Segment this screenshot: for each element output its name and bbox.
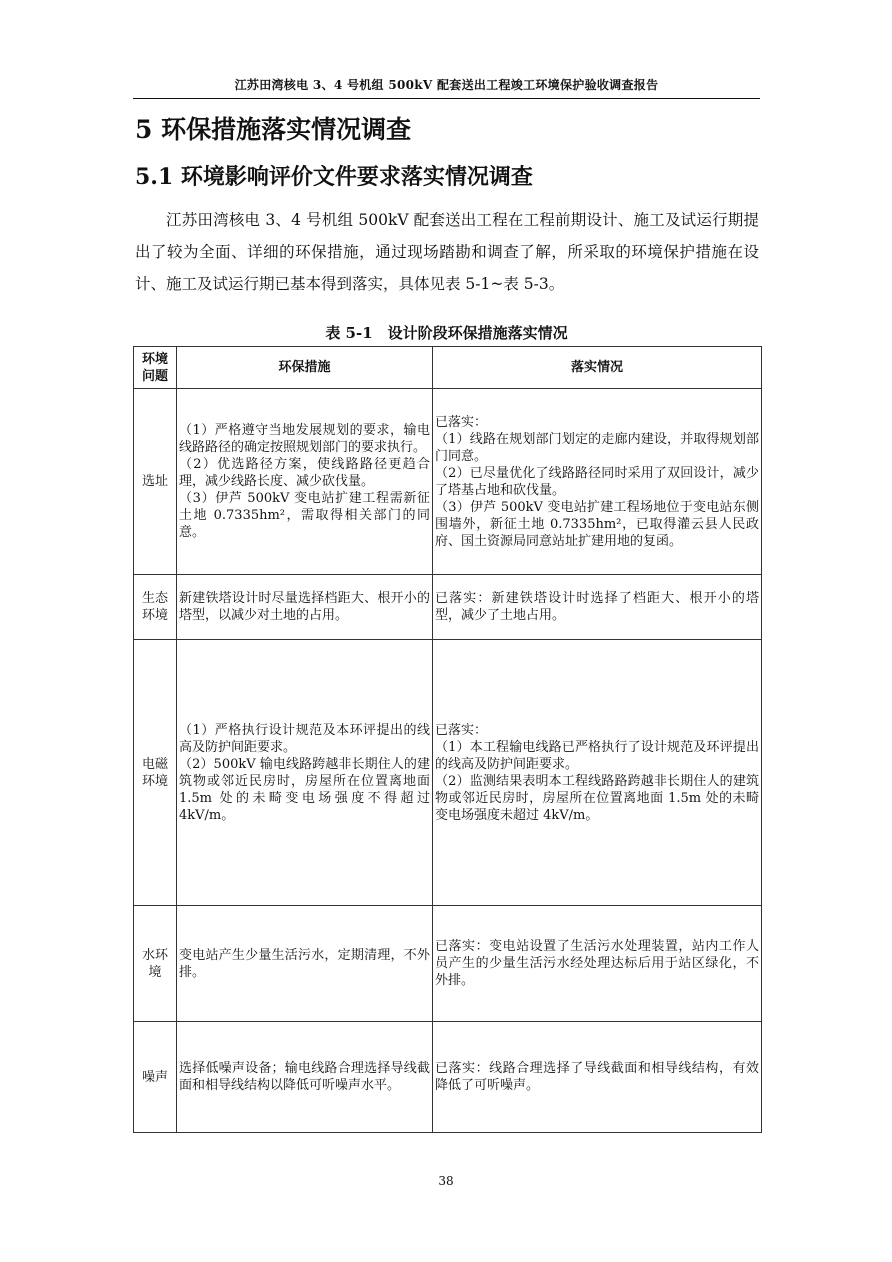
status-line: 已落实： [435,722,488,738]
table-row [134,640,762,906]
table-row [134,1022,762,1133]
status-line: （2）监测结果表明本工程线路路跨越非长期住人的建筑物或邻近民房时，房屋所在位置离地面 1.5m 处的未畸变电场强度未超过 4kV/m。 [435,773,759,823]
section-title: 5 环保措施落实情况调查 [135,115,412,144]
status-line: （1）本工程输电线路已严格执行了设计规范及环评提出的线高及防护间距要求。 [435,739,759,772]
status-cell [433,389,762,575]
header-status: 落实情况 [433,347,762,389]
status-line: （1）线路在规划部门划定的走廊内建设，并取得规划部门同意。 [435,431,759,464]
measure-line: （3）伊芦 500kV 变电站扩建工程需新征土地 0.7335hm²，需取得相关部门的同意。 [179,491,430,540]
issue-cell: 水环境 [134,906,177,1022]
status-line: （2）已尽量优化了线路路径同时采用了双回设计，减少了塔基占地和砍伐量。 [435,465,759,498]
issue-cell: 噪声 [134,1022,177,1133]
measure-cell [177,575,433,640]
table-caption: 表 5-1 设计阶段环保措施落实情况 [325,324,568,342]
measure-cell [177,906,433,1022]
issue-cell: 生态环境 [134,575,177,640]
status-cell [433,640,762,906]
measure-line: （1）严格执行设计规范及本环评提出的线高及防护间距要求。 [179,722,430,755]
measure-line: （2）500kV 输电线路跨越非长期住人的建筑物或邻近民房时，房屋所在位置离地面 1.5m 处的未畸变电场强度不得超过 4kV/m。 [179,756,430,823]
subsection-title: 5.1 环境影响评价文件要求落实情况调查 [135,164,533,190]
issue-cell: 电磁环境 [134,640,177,906]
header-issue: 环境问题 [134,347,177,389]
intro-paragraph: 江苏田湾核电 3、4 号机组 500kV 配套送出工程在工程前期设计、施工及试运行期提出了较为全面、详细的环保措施，通过现场踏勘和调查了解，所采取的环境保护措施在设计、施工及试运行期已基本得到落实，具体见表 5-1~表 5-3。 [135,211,759,293]
measures-table [133,346,762,1133]
table-row [134,389,762,575]
measure-line: 新建铁塔设计时尽量选择档距大、根开小的塔型，以减少对土地的占用。 [179,591,430,623]
status-cell [433,906,762,1022]
table-row [134,906,762,1022]
status-line: 已落实：新建铁塔设计时选择了档距大、根开小的塔型，减少了土地占用。 [435,591,759,623]
measure-cell [177,389,433,575]
table-header-row [134,347,762,389]
measure-line: 选择低噪声设备；输电线路合理选择导线截面和相导线结构以降低可听噪声水平。 [179,1061,430,1093]
page-header: 江苏田湾核电 3、4 号机组 500kV 配套送出工程竣工环境保护验收调查报告 [234,78,659,92]
status-line: 已落实： [435,414,488,430]
measure-line: 变电站产生少量生活污水，定期清理，不外排。 [179,947,430,980]
status-cell [433,1022,762,1133]
status-line: 已落实：变电站设置了生活污水处理装置，站内工作人员产生的少量生活污水经处理达标后用于站区绿化，不外排。 [435,939,759,988]
table-row [134,575,762,640]
status-cell [433,575,762,640]
status-line: 已落实：线路合理选择了导线截面和相导线结构，有效降低了可听噪声。 [435,1061,759,1093]
measure-line: （1）严格遵守当地发展规划的要求，输电线路路径的确定按照规划部门的要求执行。 [179,423,430,455]
issue-cell: 选址 [134,389,177,575]
measure-cell [177,640,433,906]
measure-cell [177,1022,433,1133]
header-rule [133,98,760,99]
measure-line: （2）优选路径方案，使线路路径更趋合理，减少线路长度、减少砍伐量。 [179,457,430,489]
page-number: 38 [438,1174,454,1188]
header-measure: 环保措施 [177,347,433,389]
status-line: （3）伊芦 500kV 变电站扩建工程场地位于变电站东侧围墙外，新征土地 0.7335hm²，已取得灌云县人民政府、国土资源局同意站址扩建用地的复函。 [435,499,759,549]
